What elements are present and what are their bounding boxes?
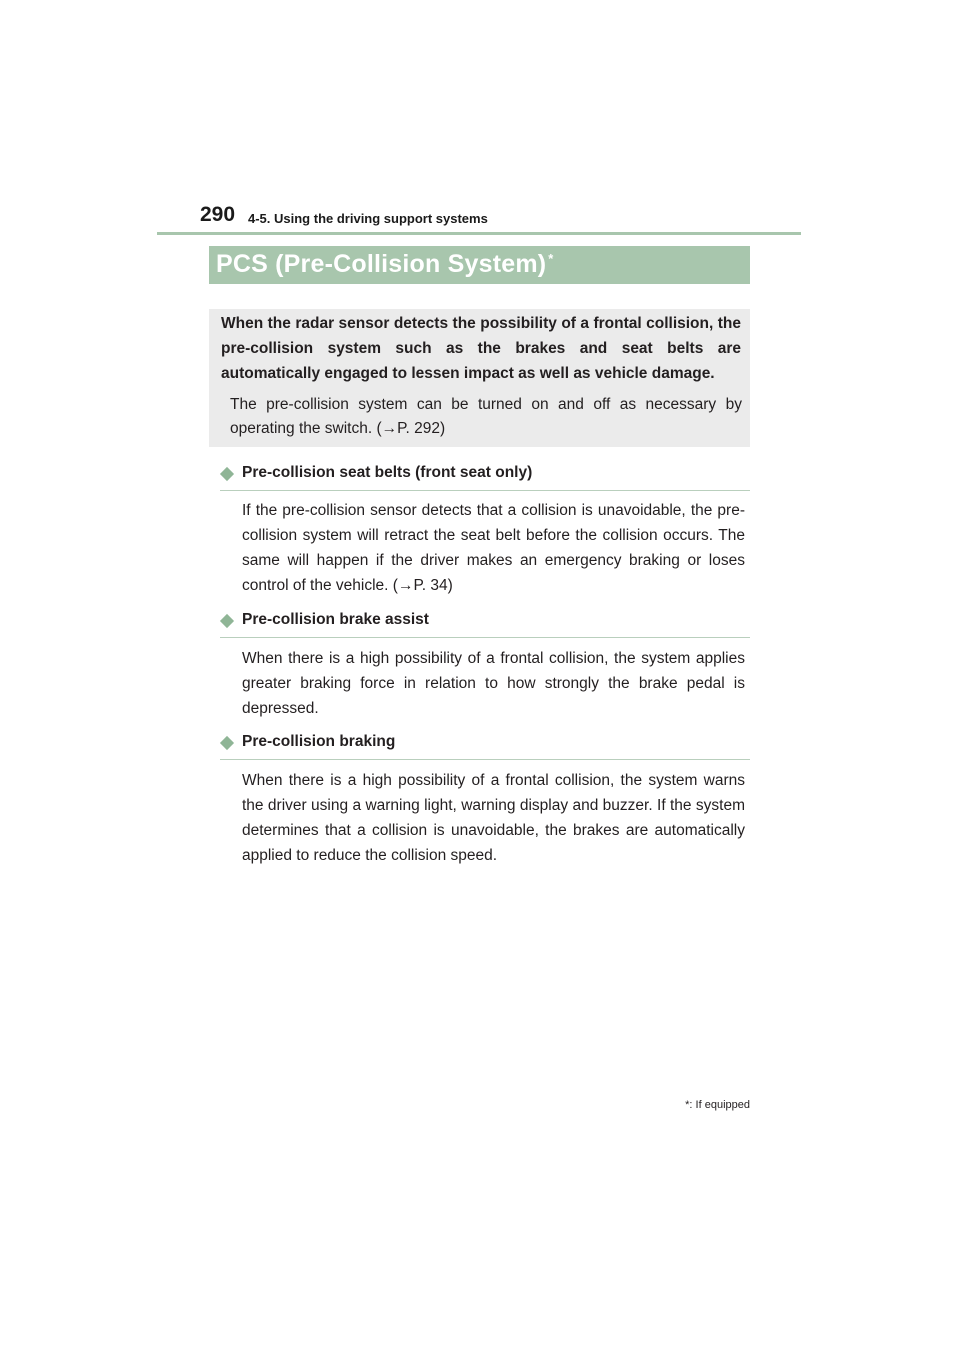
page-title-text: PCS (Pre-Collision System) (216, 250, 547, 278)
section-body-brake-assist: When there is a high possibility of a frontal collision, the system applies greater braking force in relation to how strongly the brake pedal is depressed. (242, 650, 745, 717)
section-heading-seat-belts (220, 464, 750, 491)
page-number: 290 (200, 203, 236, 226)
equipped-mark: * (548, 250, 554, 266)
section-body-braking: When there is a high possibility of a frontal collision, the system warns the driver using a warning light, warning display and buzzer. If the system determines that a collision is unavoidable, the brakes are automatically applied to reduce the collision speed. (242, 772, 745, 864)
section-heading-braking (220, 733, 750, 760)
title-bar (209, 246, 750, 284)
diamond-bullet-icon (220, 467, 234, 481)
running-header: 4-5. Using the driving support systems (248, 211, 488, 226)
section-title: Pre-collision braking (242, 733, 396, 750)
intro-note: The pre-collision system can be turned on and off as necessary by operating the switch. (→P. 292) (230, 396, 742, 437)
intro-summary: When the radar sensor detects the possibility of a frontal collision, the pre-collision system such as the brakes and seat belts are automatically engaged to lessen impact as well as vehicle damage. (221, 315, 741, 382)
section-body-seat-belts: If the pre-collision sensor detects that a collision is unavoidable, the pre-collision system will retract the seat belt before the collision occurs. The same will happen if the driver makes an emergency braking or loses control of the vehicle. (→P. 34) (242, 502, 745, 594)
section-title: Pre-collision seat belts (front seat only) (242, 464, 533, 481)
diamond-bullet-icon (220, 736, 234, 750)
section-title: Pre-collision brake assist (242, 611, 429, 628)
diamond-bullet-icon (220, 614, 234, 628)
header-rule (157, 232, 801, 235)
section-heading-brake-assist (220, 611, 750, 638)
page-title (216, 250, 554, 279)
footnote: *: If equipped (685, 1099, 750, 1111)
intro-box (209, 309, 750, 447)
